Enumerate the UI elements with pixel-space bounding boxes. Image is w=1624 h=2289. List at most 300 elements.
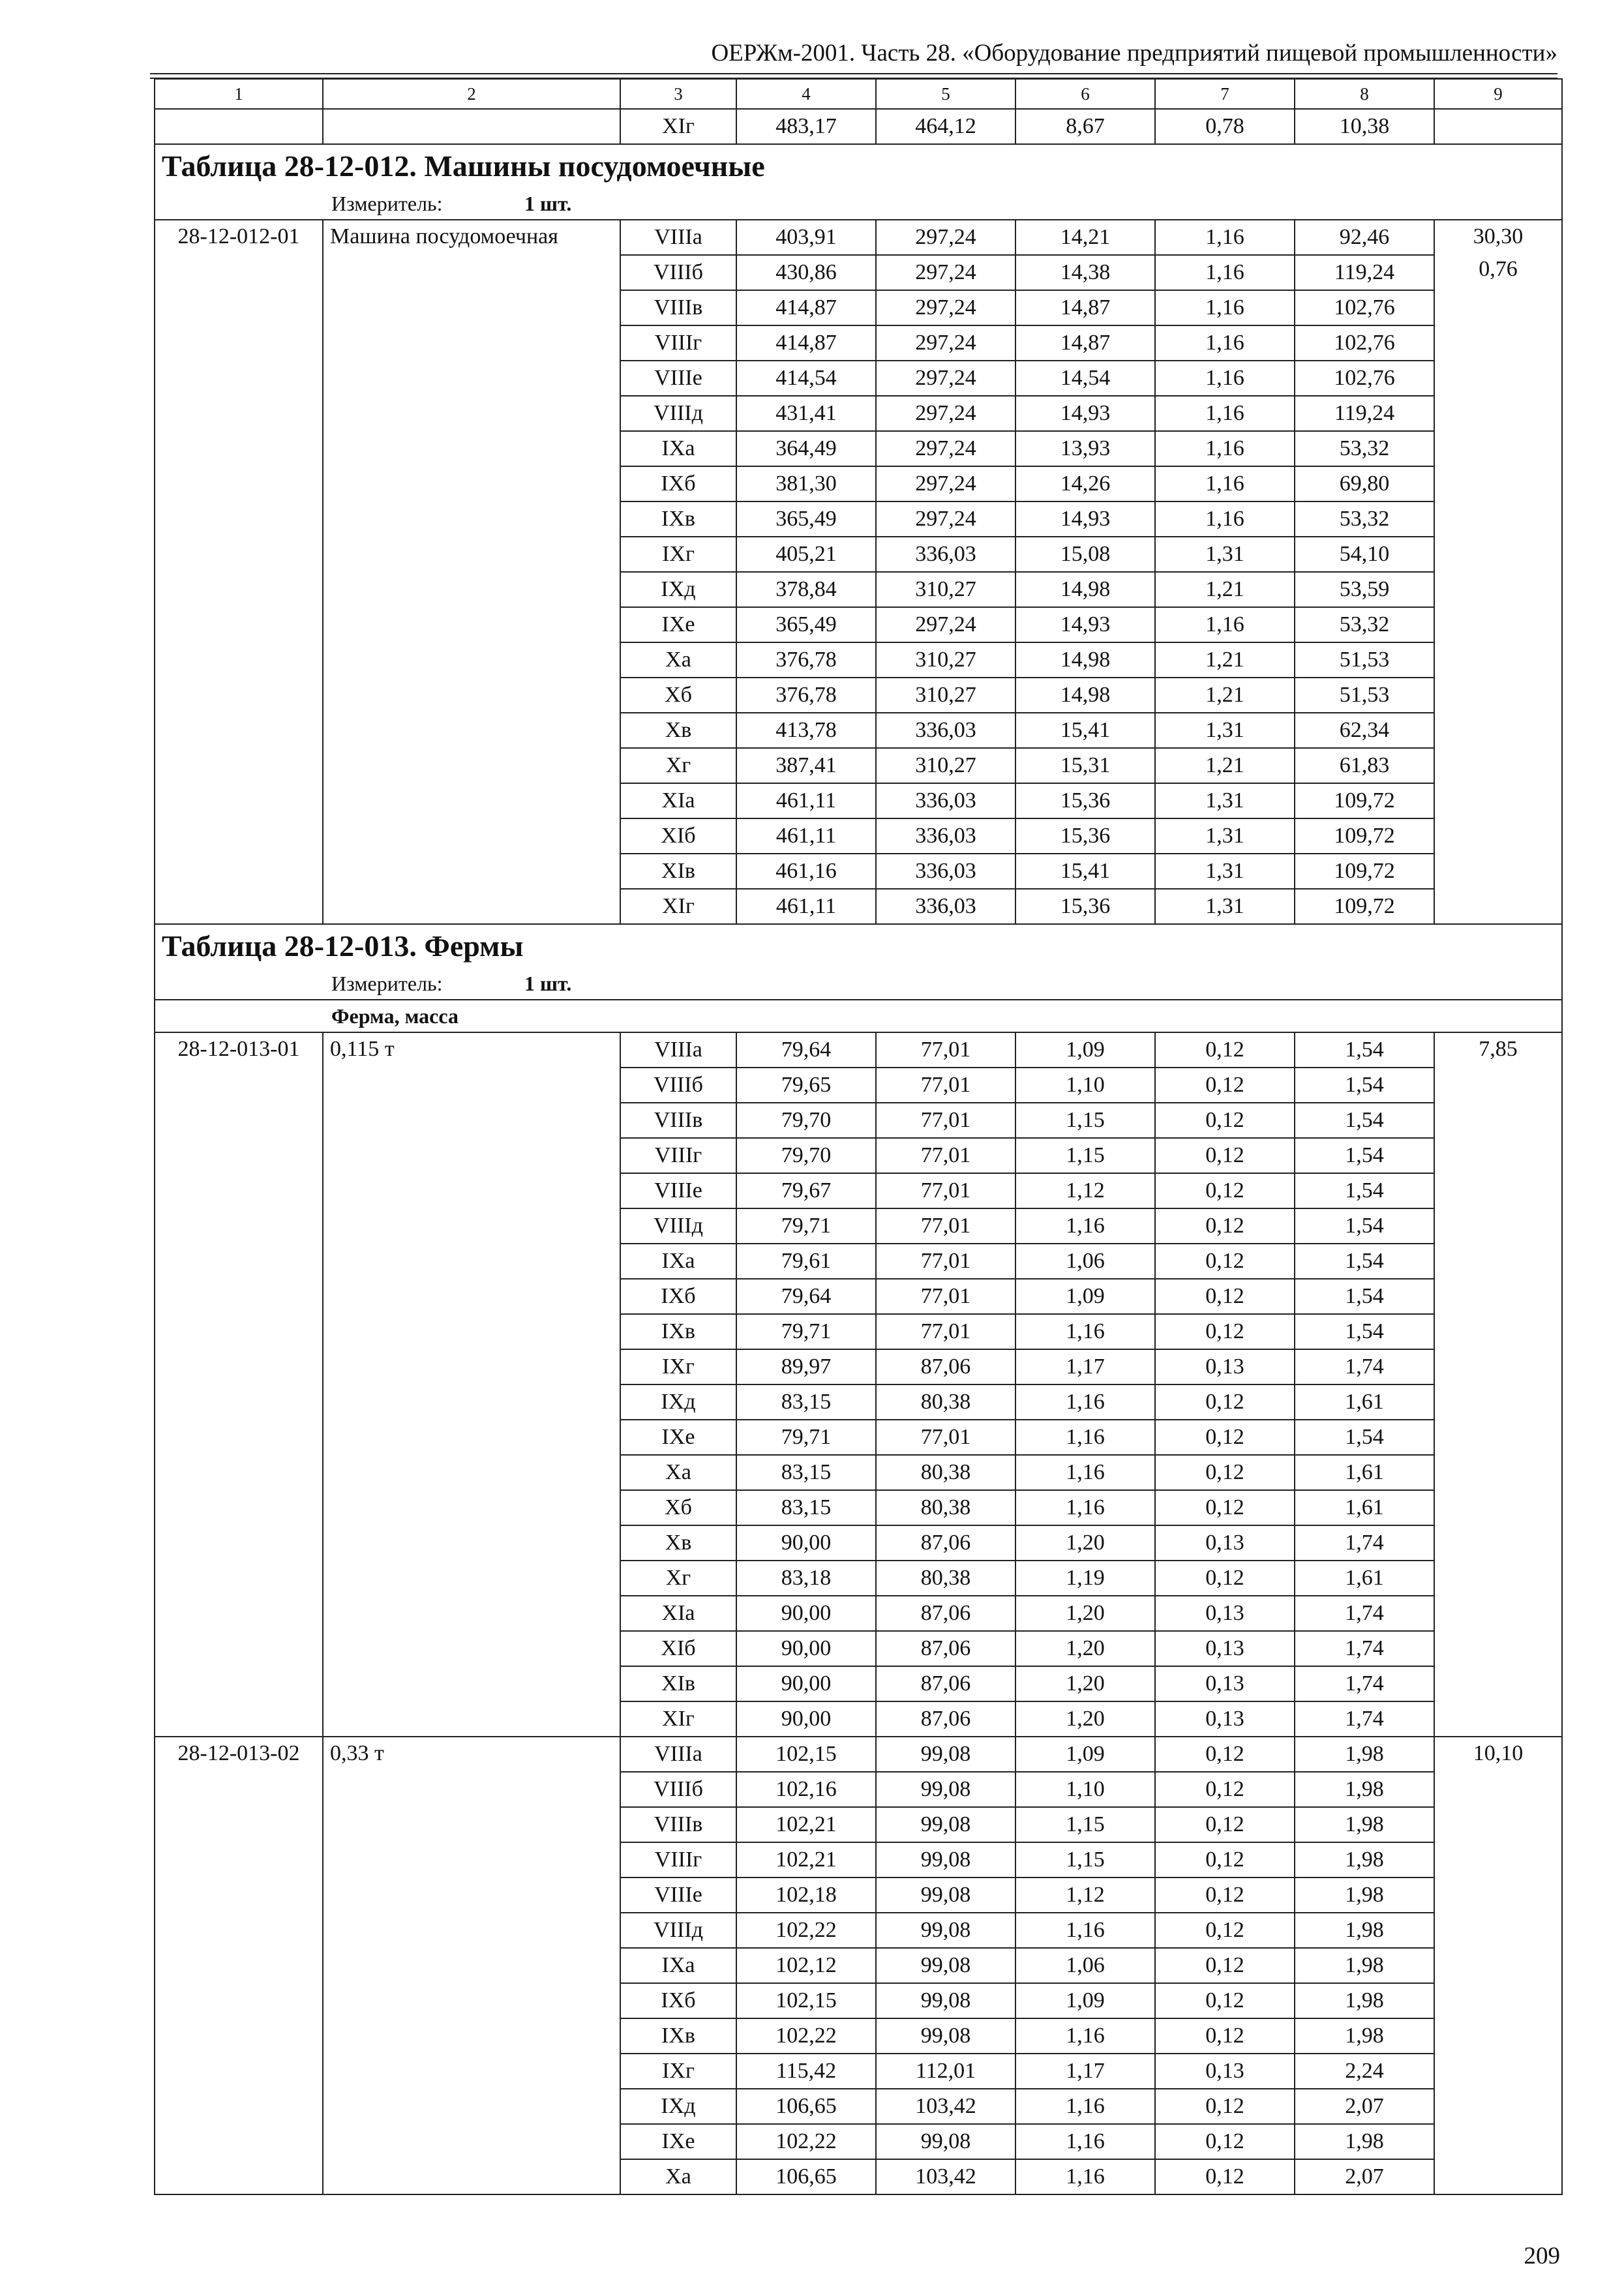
value-cell: 0,13 bbox=[1155, 1631, 1295, 1666]
value-cell: 83,15 bbox=[736, 1490, 876, 1525]
value-cell: 79,70 bbox=[736, 1103, 876, 1138]
region-cell: Xа bbox=[620, 1455, 736, 1490]
value-cell: 297,24 bbox=[876, 431, 1015, 466]
value-cell: 1,98 bbox=[1295, 2018, 1434, 2054]
value-cell: 1,16 bbox=[1015, 1384, 1155, 1420]
value-cell: 79,71 bbox=[736, 1208, 876, 1244]
value-cell: 1,16 bbox=[1155, 255, 1295, 290]
value-cell: 336,03 bbox=[876, 713, 1015, 748]
coef-cell bbox=[1434, 220, 1562, 924]
value-cell: 77,01 bbox=[876, 1068, 1015, 1103]
value-cell: 0,12 bbox=[1155, 1983, 1295, 2018]
value-cell: 14,38 bbox=[1015, 255, 1155, 290]
value-cell: 15,36 bbox=[1015, 889, 1155, 924]
value-cell: 102,12 bbox=[736, 1948, 876, 1983]
value-cell: 109,72 bbox=[1295, 889, 1434, 924]
region-cell: VIIIе bbox=[620, 1173, 736, 1208]
unit-row bbox=[155, 188, 1562, 220]
value-cell: 2,24 bbox=[1295, 2054, 1434, 2089]
value-cell: 1,12 bbox=[1015, 1173, 1155, 1208]
region-cell: VIIIа bbox=[620, 1032, 736, 1068]
value-cell: 83,15 bbox=[736, 1384, 876, 1420]
column-number: 6 bbox=[1015, 79, 1155, 109]
value-cell: 89,97 bbox=[736, 1349, 876, 1384]
value-cell: 414,87 bbox=[736, 325, 876, 361]
page-number: 209 bbox=[1524, 2243, 1560, 2269]
value-cell: 1,12 bbox=[1015, 1878, 1155, 1913]
value-cell: 483,17 bbox=[736, 109, 876, 144]
region-cell: XIв bbox=[620, 854, 736, 889]
value-cell: 1,61 bbox=[1295, 1384, 1434, 1420]
value-cell: 310,27 bbox=[876, 642, 1015, 678]
value-cell: 90,00 bbox=[736, 1525, 876, 1561]
value-cell: 336,03 bbox=[876, 889, 1015, 924]
table-body bbox=[155, 79, 1562, 2194]
value-cell: 1,61 bbox=[1295, 1490, 1434, 1525]
name-cell: Машина посудомоечная bbox=[323, 220, 620, 924]
table-title: Таблица 28-12-012. Машины посудомоечные bbox=[155, 144, 1562, 188]
value-cell: 0,12 bbox=[1155, 1068, 1295, 1103]
value-cell: 0,12 bbox=[1155, 1913, 1295, 1948]
value-cell: 54,10 bbox=[1295, 537, 1434, 572]
region-cell: Xа bbox=[620, 2159, 736, 2194]
value-cell: 1,98 bbox=[1295, 1983, 1434, 2018]
value-cell: 0,12 bbox=[1155, 1314, 1295, 1349]
value-cell: 1,31 bbox=[1155, 818, 1295, 854]
region-cell: XIг bbox=[620, 889, 736, 924]
value-cell: 1,98 bbox=[1295, 2124, 1434, 2159]
region-cell: VIIIв bbox=[620, 1807, 736, 1842]
value-cell: 376,78 bbox=[736, 678, 876, 713]
value-cell: 79,64 bbox=[736, 1032, 876, 1068]
value-cell: 1,74 bbox=[1295, 1701, 1434, 1737]
value-cell: 0,12 bbox=[1155, 1208, 1295, 1244]
value-cell: 461,16 bbox=[736, 854, 876, 889]
value-cell: 1,06 bbox=[1015, 1244, 1155, 1279]
value-cell: 102,15 bbox=[736, 1983, 876, 2018]
region-cell: VIIIд bbox=[620, 396, 736, 431]
value-cell: 1,16 bbox=[1155, 501, 1295, 537]
region-cell: XIв bbox=[620, 1666, 736, 1701]
value-cell: 106,65 bbox=[736, 2159, 876, 2194]
value-cell: 297,24 bbox=[876, 290, 1015, 325]
value-cell: 79,71 bbox=[736, 1420, 876, 1455]
region-cell: IXг bbox=[620, 537, 736, 572]
value-cell: 109,72 bbox=[1295, 854, 1434, 889]
value-cell: 1,98 bbox=[1295, 1807, 1434, 1842]
value-cell: 336,03 bbox=[876, 854, 1015, 889]
value-cell: 77,01 bbox=[876, 1032, 1015, 1068]
unit-cell bbox=[155, 968, 1562, 1000]
region-cell: IXб bbox=[620, 1279, 736, 1314]
value-cell: 14,98 bbox=[1015, 642, 1155, 678]
value-cell: 2,07 bbox=[1295, 2089, 1434, 2124]
value-cell: 53,32 bbox=[1295, 607, 1434, 642]
unit-label: Измеритель: bbox=[331, 972, 443, 995]
value-cell: 0,13 bbox=[1155, 1701, 1295, 1737]
region-cell: VIIIа bbox=[620, 220, 736, 255]
code-cell bbox=[155, 109, 323, 144]
table-row bbox=[155, 1032, 1562, 1068]
region-cell: Xа bbox=[620, 642, 736, 678]
region-cell: Xб bbox=[620, 678, 736, 713]
value-cell: 297,24 bbox=[876, 325, 1015, 361]
value-cell: 80,38 bbox=[876, 1455, 1015, 1490]
value-cell: 1,16 bbox=[1155, 325, 1295, 361]
value-cell: 1,19 bbox=[1015, 1561, 1155, 1596]
value-cell: 77,01 bbox=[876, 1138, 1015, 1173]
value-cell: 376,78 bbox=[736, 642, 876, 678]
value-cell: 0,12 bbox=[1155, 1737, 1295, 1772]
value-cell: 102,21 bbox=[736, 1842, 876, 1878]
value-cell: 1,16 bbox=[1015, 1913, 1155, 1948]
region-cell: IXд bbox=[620, 1384, 736, 1420]
value-cell: 14,21 bbox=[1015, 220, 1155, 255]
value-cell: 1,20 bbox=[1015, 1525, 1155, 1561]
column-number: 5 bbox=[876, 79, 1015, 109]
value-cell: 1,16 bbox=[1015, 2089, 1155, 2124]
value-cell: 99,08 bbox=[876, 1842, 1015, 1878]
value-cell: 1,74 bbox=[1295, 1666, 1434, 1701]
value-cell: 1,98 bbox=[1295, 1913, 1434, 1948]
region-cell: Xг bbox=[620, 748, 736, 783]
value-cell: 1,98 bbox=[1295, 1842, 1434, 1878]
value-cell: 1,16 bbox=[1015, 2124, 1155, 2159]
value-cell: 1,98 bbox=[1295, 1737, 1434, 1772]
value-cell: 336,03 bbox=[876, 818, 1015, 854]
value-cell: 431,41 bbox=[736, 396, 876, 431]
value-cell: 77,01 bbox=[876, 1208, 1015, 1244]
value-cell: 1,54 bbox=[1295, 1420, 1434, 1455]
value-cell: 92,46 bbox=[1295, 220, 1434, 255]
value-cell: 0,12 bbox=[1155, 1420, 1295, 1455]
value-cell: 1,21 bbox=[1155, 678, 1295, 713]
region-cell: Xв bbox=[620, 713, 736, 748]
value-cell: 0,12 bbox=[1155, 1173, 1295, 1208]
value-cell: 1,09 bbox=[1015, 1279, 1155, 1314]
value-cell: 1,74 bbox=[1295, 1596, 1434, 1631]
region-cell: VIIIв bbox=[620, 1103, 736, 1138]
value-cell: 0,12 bbox=[1155, 2018, 1295, 2054]
coef-value: 30,30 bbox=[1473, 224, 1524, 248]
value-cell: 0,12 bbox=[1155, 1561, 1295, 1596]
region-cell: IXа bbox=[620, 1244, 736, 1279]
value-cell: 15,36 bbox=[1015, 783, 1155, 818]
column-number: 1 bbox=[155, 79, 323, 109]
value-cell: 0,13 bbox=[1155, 1666, 1295, 1701]
value-cell: 80,38 bbox=[876, 1490, 1015, 1525]
value-cell: 90,00 bbox=[736, 1596, 876, 1631]
value-cell: 77,01 bbox=[876, 1420, 1015, 1455]
value-cell: 0,13 bbox=[1155, 1525, 1295, 1561]
value-cell: 1,06 bbox=[1015, 1948, 1155, 1983]
value-cell: 1,15 bbox=[1015, 1103, 1155, 1138]
value-cell: 102,22 bbox=[736, 2018, 876, 2054]
value-cell: 461,11 bbox=[736, 783, 876, 818]
region-cell: IXв bbox=[620, 1314, 736, 1349]
value-cell: 102,76 bbox=[1295, 325, 1434, 361]
value-cell: 461,11 bbox=[736, 889, 876, 924]
value-cell: 1,15 bbox=[1015, 1842, 1155, 1878]
value-cell: 0,12 bbox=[1155, 1138, 1295, 1173]
price-table bbox=[154, 78, 1563, 2195]
table-title: Таблица 28-12-013. Фермы bbox=[155, 924, 1562, 968]
value-cell: 83,18 bbox=[736, 1561, 876, 1596]
unit-value: 1 шт. bbox=[524, 972, 572, 995]
code-cell: 28-12-012-01 bbox=[155, 220, 323, 924]
value-cell: 0,12 bbox=[1155, 1490, 1295, 1525]
region-cell: IXб bbox=[620, 466, 736, 501]
value-cell: 15,31 bbox=[1015, 748, 1155, 783]
value-cell: 53,32 bbox=[1295, 501, 1434, 537]
region-cell: XIа bbox=[620, 1596, 736, 1631]
column-number: 2 bbox=[323, 79, 620, 109]
value-cell: 1,61 bbox=[1295, 1561, 1434, 1596]
value-cell: 430,86 bbox=[736, 255, 876, 290]
value-cell: 53,32 bbox=[1295, 431, 1434, 466]
value-cell: 51,53 bbox=[1295, 642, 1434, 678]
value-cell: 102,18 bbox=[736, 1878, 876, 1913]
value-cell: 119,24 bbox=[1295, 255, 1434, 290]
code-cell: 28-12-013-02 bbox=[155, 1737, 323, 2194]
value-cell: 99,08 bbox=[876, 1737, 1015, 1772]
coef-value: 0,76 bbox=[1479, 257, 1518, 281]
name-cell: 0,33 т bbox=[323, 1737, 620, 2194]
value-cell: 51,53 bbox=[1295, 678, 1434, 713]
region-cell: VIIIг bbox=[620, 1842, 736, 1878]
value-cell: 365,49 bbox=[736, 501, 876, 537]
table-title-row bbox=[155, 144, 1562, 188]
value-cell: 79,71 bbox=[736, 1314, 876, 1349]
value-cell: 1,74 bbox=[1295, 1631, 1434, 1666]
value-cell: 1,20 bbox=[1015, 1666, 1155, 1701]
value-cell: 1,16 bbox=[1015, 1208, 1155, 1244]
region-cell: IXе bbox=[620, 2124, 736, 2159]
value-cell: 102,16 bbox=[736, 1772, 876, 1807]
region-cell: Xг bbox=[620, 1561, 736, 1596]
value-cell: 69,80 bbox=[1295, 466, 1434, 501]
value-cell: 1,54 bbox=[1295, 1279, 1434, 1314]
value-cell: 381,30 bbox=[736, 466, 876, 501]
value-cell: 0,12 bbox=[1155, 2089, 1295, 2124]
coef-cell: 10,10 bbox=[1434, 1737, 1562, 2194]
value-cell: 77,01 bbox=[876, 1314, 1015, 1349]
column-number-row bbox=[155, 79, 1562, 109]
region-cell: XIб bbox=[620, 818, 736, 854]
region-cell: IXа bbox=[620, 1948, 736, 1983]
value-cell: 297,24 bbox=[876, 466, 1015, 501]
value-cell: 1,09 bbox=[1015, 1032, 1155, 1068]
value-cell: 297,24 bbox=[876, 607, 1015, 642]
value-cell: 1,61 bbox=[1295, 1455, 1434, 1490]
region-cell: VIIIв bbox=[620, 290, 736, 325]
value-cell: 1,15 bbox=[1015, 1807, 1155, 1842]
value-cell: 297,24 bbox=[876, 255, 1015, 290]
value-cell: 1,15 bbox=[1015, 1138, 1155, 1173]
value-cell: 1,54 bbox=[1295, 1244, 1434, 1279]
value-cell: 1,54 bbox=[1295, 1173, 1434, 1208]
region-cell: IXе bbox=[620, 607, 736, 642]
value-cell: 0,13 bbox=[1155, 2054, 1295, 2089]
value-cell: 99,08 bbox=[876, 1948, 1015, 1983]
name-cell: 0,115 т bbox=[323, 1032, 620, 1737]
value-cell: 1,74 bbox=[1295, 1349, 1434, 1384]
region-cell: IXг bbox=[620, 2054, 736, 2089]
value-cell: 79,65 bbox=[736, 1068, 876, 1103]
unit-value: 1 шт. bbox=[524, 192, 572, 215]
value-cell: 90,00 bbox=[736, 1631, 876, 1666]
value-cell: 0,13 bbox=[1155, 1596, 1295, 1631]
value-cell: 99,08 bbox=[876, 1913, 1015, 1948]
value-cell: 87,06 bbox=[876, 1525, 1015, 1561]
value-cell: 1,10 bbox=[1015, 1772, 1155, 1807]
value-cell: 53,59 bbox=[1295, 572, 1434, 607]
unit-cell bbox=[155, 188, 1562, 220]
value-cell: 336,03 bbox=[876, 783, 1015, 818]
value-cell: 1,98 bbox=[1295, 1948, 1434, 1983]
value-cell: 0,12 bbox=[1155, 1772, 1295, 1807]
value-cell: 1,98 bbox=[1295, 1878, 1434, 1913]
value-cell: 109,72 bbox=[1295, 783, 1434, 818]
column-number: 8 bbox=[1295, 79, 1434, 109]
value-cell: 1,98 bbox=[1295, 1772, 1434, 1807]
value-cell: 79,61 bbox=[736, 1244, 876, 1279]
value-cell: 310,27 bbox=[876, 572, 1015, 607]
value-cell: 14,87 bbox=[1015, 325, 1155, 361]
value-cell: 1,54 bbox=[1295, 1314, 1434, 1349]
region-cell: IXв bbox=[620, 2018, 736, 2054]
region-cell: Xб bbox=[620, 1490, 736, 1525]
value-cell: 1,74 bbox=[1295, 1525, 1434, 1561]
region-cell: VIIIб bbox=[620, 1068, 736, 1103]
subheading: Ферма, масса bbox=[155, 1000, 1562, 1032]
value-cell: 297,24 bbox=[876, 501, 1015, 537]
region-cell: IXг bbox=[620, 1349, 736, 1384]
region-cell: VIIIб bbox=[620, 255, 736, 290]
value-cell: 1,54 bbox=[1295, 1032, 1434, 1068]
value-cell: 80,38 bbox=[876, 1384, 1015, 1420]
value-cell: 15,36 bbox=[1015, 818, 1155, 854]
value-cell: 102,15 bbox=[736, 1737, 876, 1772]
value-cell: 77,01 bbox=[876, 1244, 1015, 1279]
value-cell: 0,12 bbox=[1155, 1948, 1295, 1983]
region-cell: XIг bbox=[620, 1701, 736, 1737]
value-cell: 14,26 bbox=[1015, 466, 1155, 501]
region-cell: IXе bbox=[620, 1420, 736, 1455]
value-cell: 0,12 bbox=[1155, 2124, 1295, 2159]
value-cell: 1,16 bbox=[1155, 361, 1295, 396]
value-cell: 1,21 bbox=[1155, 572, 1295, 607]
table-title-row bbox=[155, 924, 1562, 968]
value-cell: 414,54 bbox=[736, 361, 876, 396]
value-cell: 1,10 bbox=[1015, 1068, 1155, 1103]
value-cell: 297,24 bbox=[876, 396, 1015, 431]
value-cell: 310,27 bbox=[876, 678, 1015, 713]
value-cell: 405,21 bbox=[736, 537, 876, 572]
code-cell: 28-12-013-01 bbox=[155, 1032, 323, 1737]
value-cell: 83,15 bbox=[736, 1455, 876, 1490]
region-cell: VIIIб bbox=[620, 1772, 736, 1807]
value-cell: 99,08 bbox=[876, 1807, 1015, 1842]
value-cell: 14,93 bbox=[1015, 607, 1155, 642]
value-cell: 0,12 bbox=[1155, 1878, 1295, 1913]
value-cell: 112,01 bbox=[876, 2054, 1015, 2089]
value-cell: 1,54 bbox=[1295, 1138, 1434, 1173]
value-cell: 0,12 bbox=[1155, 2159, 1295, 2194]
region-cell: VIIIе bbox=[620, 361, 736, 396]
value-cell: 14,93 bbox=[1015, 396, 1155, 431]
value-cell: 1,16 bbox=[1155, 607, 1295, 642]
region-cell: IXд bbox=[620, 2089, 736, 2124]
value-cell: 0,12 bbox=[1155, 1384, 1295, 1420]
subheading-row bbox=[155, 1000, 1562, 1032]
table-row bbox=[155, 1737, 1562, 1772]
table-row bbox=[155, 109, 1562, 144]
region-cell: VIIIг bbox=[620, 1138, 736, 1173]
value-cell: 365,49 bbox=[736, 607, 876, 642]
value-cell: 0,12 bbox=[1155, 1279, 1295, 1314]
region-cell: IXб bbox=[620, 1983, 736, 2018]
value-cell: 1,21 bbox=[1155, 642, 1295, 678]
value-cell: 1,20 bbox=[1015, 1596, 1155, 1631]
value-cell: 99,08 bbox=[876, 1983, 1015, 2018]
value-cell: 1,54 bbox=[1295, 1103, 1434, 1138]
value-cell: 1,16 bbox=[1015, 2018, 1155, 2054]
value-cell: 336,03 bbox=[876, 537, 1015, 572]
value-cell: 1,54 bbox=[1295, 1208, 1434, 1244]
value-cell: 87,06 bbox=[876, 1596, 1015, 1631]
value-cell: 79,67 bbox=[736, 1173, 876, 1208]
value-cell: 1,21 bbox=[1155, 748, 1295, 783]
value-cell: 14,87 bbox=[1015, 290, 1155, 325]
value-cell: 0,78 bbox=[1155, 109, 1295, 144]
region-cell: VIIIа bbox=[620, 1737, 736, 1772]
value-cell: 1,16 bbox=[1015, 1420, 1155, 1455]
unit-label: Измеритель: bbox=[331, 192, 443, 215]
value-cell: 15,41 bbox=[1015, 713, 1155, 748]
value-cell: 87,06 bbox=[876, 1666, 1015, 1701]
value-cell: 297,24 bbox=[876, 220, 1015, 255]
value-cell: 2,07 bbox=[1295, 2159, 1434, 2194]
value-cell: 0,13 bbox=[1155, 1349, 1295, 1384]
value-cell: 1,16 bbox=[1155, 396, 1295, 431]
value-cell: 0,12 bbox=[1155, 1103, 1295, 1138]
value-cell: 90,00 bbox=[736, 1701, 876, 1737]
running-header: ОЕРЖм-2001. Часть 28. «Оборудование предприятий пищевой промышленности» bbox=[150, 38, 1557, 74]
value-cell: 87,06 bbox=[876, 1349, 1015, 1384]
value-cell: 14,98 bbox=[1015, 572, 1155, 607]
value-cell: 15,08 bbox=[1015, 537, 1155, 572]
value-cell: 10,38 bbox=[1295, 109, 1434, 144]
value-cell: 378,84 bbox=[736, 572, 876, 607]
column-number: 4 bbox=[736, 79, 876, 109]
value-cell: 0,12 bbox=[1155, 1807, 1295, 1842]
value-cell: 79,70 bbox=[736, 1138, 876, 1173]
value-cell: 99,08 bbox=[876, 1772, 1015, 1807]
value-cell: 1,20 bbox=[1015, 1701, 1155, 1737]
value-cell: 1,16 bbox=[1155, 431, 1295, 466]
value-cell bbox=[1434, 109, 1562, 144]
region-cell: IXв bbox=[620, 501, 736, 537]
value-cell: 15,41 bbox=[1015, 854, 1155, 889]
value-cell: 87,06 bbox=[876, 1631, 1015, 1666]
value-cell: 13,93 bbox=[1015, 431, 1155, 466]
value-cell: 1,17 bbox=[1015, 1349, 1155, 1384]
coef-cell: 7,85 bbox=[1434, 1032, 1562, 1737]
value-cell: 106,65 bbox=[736, 2089, 876, 2124]
value-cell: 103,42 bbox=[876, 2159, 1015, 2194]
value-cell: 1,31 bbox=[1155, 783, 1295, 818]
